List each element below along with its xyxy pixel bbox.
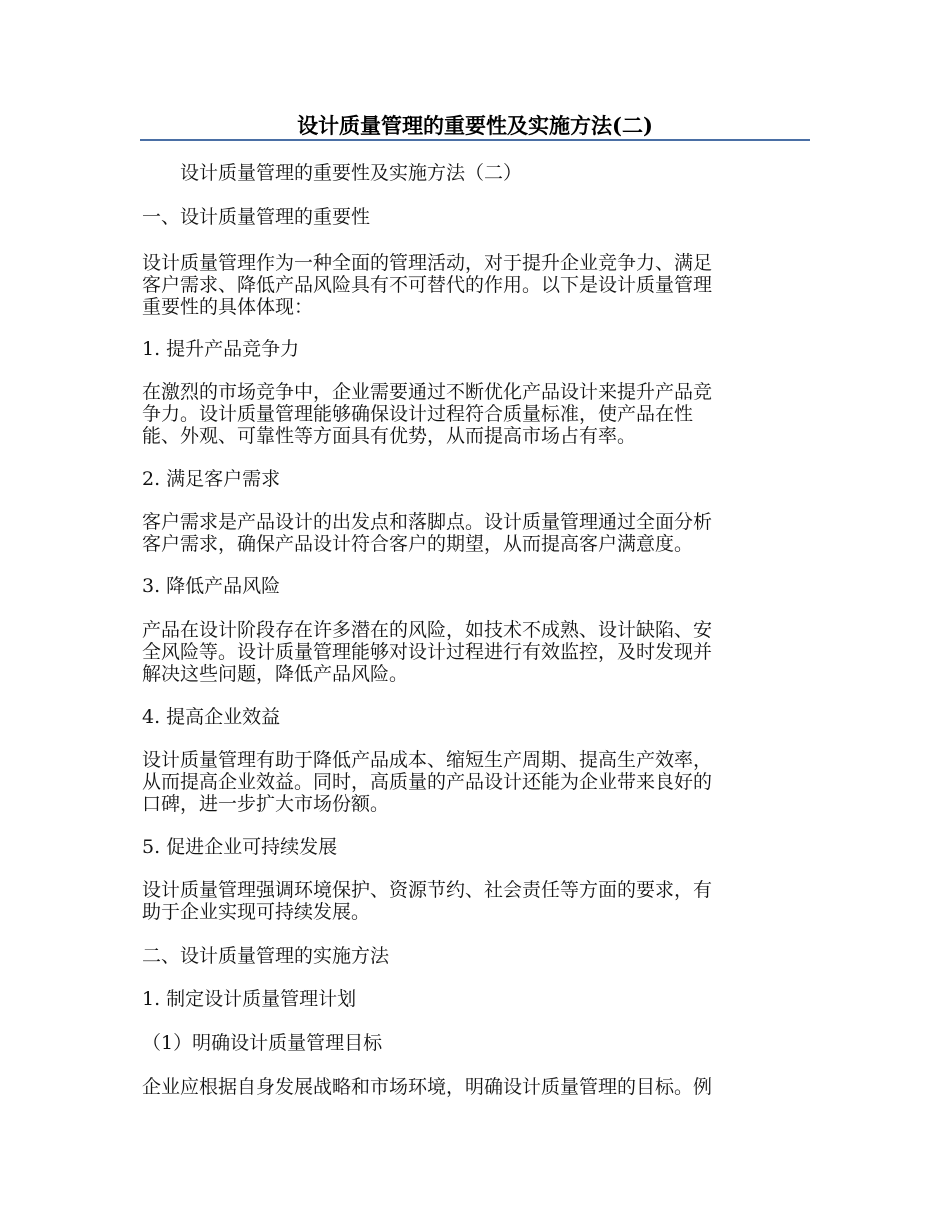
subsection-heading [142,988,797,1010]
text-line: 在激烈的市场竞争中，企业需要通过不断优化产品设计来提升产品竞 [142,381,713,403]
body-paragraph [142,252,797,318]
text-line: 口碑，进一步扩大市场份额。 [142,793,390,815]
text-line: 争力。设计质量管理能够确保设计过程符合质量标准，使产品在性 [142,403,694,425]
text-line: （1）明确设计质量管理目标 [142,1032,383,1054]
subsection-heading [142,706,797,728]
body-paragraph [142,511,797,555]
body-paragraph [142,879,797,923]
text-line: 3. 降低产品风险 [142,575,281,597]
text-line: 从而提高企业效益。同时，高质量的产品设计还能为企业带来良好的 [142,771,713,793]
text-line: 客户需求是产品设计的出发点和落脚点。设计质量管理通过全面分析 [142,511,713,533]
text-line: 1. 提升产品竞争力 [142,338,300,360]
text-line: 解决这些问题，降低产品风险。 [142,663,409,685]
body-paragraph [142,619,797,685]
text-line: 企业应根据自身发展战略和市场环境，明确设计质量管理的目标。例 [142,1076,713,1098]
title-underline [140,139,810,141]
body-paragraph [142,1076,797,1098]
subsection-heading [142,468,797,490]
text-line: 设计质量管理有助于降低产品成本、缩短生产周期、提高生产效率， [142,749,713,771]
text-line: 一、设计质量管理的重要性 [142,206,371,228]
text-line: 4. 提高企业效益 [142,706,281,728]
text-line: 设计质量管理作为一种全面的管理活动，对于提升企业竞争力、满足 [142,252,713,274]
text-line: 二、设计质量管理的实施方法 [142,945,390,967]
text-line: 1. 制定设计质量管理计划 [142,988,357,1010]
section-heading [142,945,797,967]
text-line: 设计质量管理强调环境保护、资源节约、社会责任等方面的要求，有 [142,879,713,901]
subsection-heading [142,338,797,360]
text-line: 助于企业实现可持续发展。 [142,901,371,923]
text-line: 客户需求、降低产品风险具有不可替代的作用。以下是设计质量管理 [142,274,713,296]
text-line: 产品在设计阶段存在许多潜在的风险，如技术不成熟、设计缺陷、安 [142,619,713,641]
text-line: 全风险等。设计质量管理能够对设计过程进行有效监控，及时发现并 [142,641,713,663]
subsection-heading [142,575,797,597]
text-line: 重要性的具体体现： [142,296,314,318]
paragraph-subtitle [142,162,797,184]
section-heading [142,206,797,228]
document-title: 设计质量管理的重要性及实施方法(二) [297,113,653,138]
text-line: 能、外观、可靠性等方面具有优势，从而提高市场占有率。 [142,425,637,447]
text-line: 设计质量管理的重要性及实施方法（二） [142,162,523,184]
subsection-heading [142,1032,797,1054]
text-line: 5. 促进企业可持续发展 [142,836,338,858]
text-line: 客户需求，确保产品设计符合客户的期望，从而提高客户满意度。 [142,533,694,555]
subsection-heading [142,836,797,858]
body-paragraph [142,749,797,815]
body-paragraph [142,381,797,447]
text-line: 2. 满足客户需求 [142,468,281,490]
